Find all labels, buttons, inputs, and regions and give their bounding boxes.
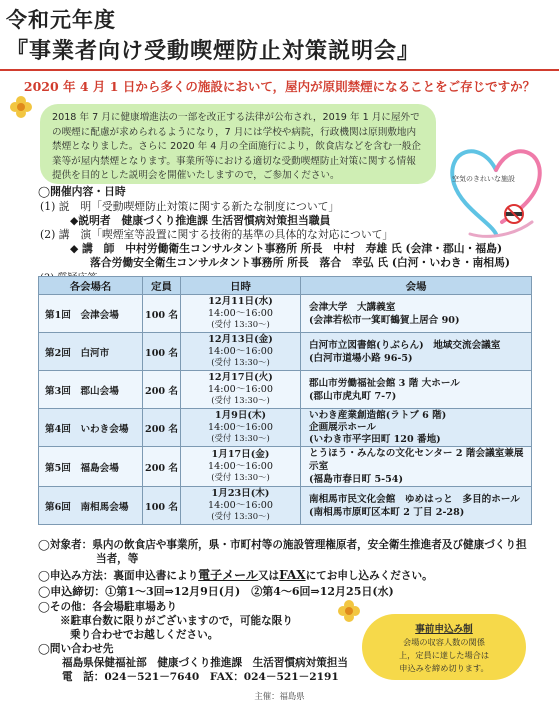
table-row <box>39 295 532 333</box>
table-row <box>39 371 532 409</box>
program-heading: ◯開催内容・日時 <box>38 185 126 198</box>
venue-table <box>38 276 532 525</box>
venue-location: 郡山市労働福祉会館 3 階 大ホール (郡山市虎丸町 7-7) <box>301 371 532 409</box>
venue-location: 白河市立図書館(りぶらん) 地域交流会議室 (白河市道場小路 96-5) <box>301 333 532 371</box>
venue-name: 第4回 いわき会場 <box>39 409 143 447</box>
venue-name: 第2回 白河市 <box>39 333 143 371</box>
program-item-1-speaker: ◆説明者 健康づくり推進課 生活習慣病対策担当職員 <box>70 214 331 227</box>
flower-icon <box>338 600 360 622</box>
header-venue-name: 各会場名 <box>39 277 143 295</box>
title-area <box>0 0 559 78</box>
program-item-2-lecturer-1: ◆ 講 師 中村労働衛生コンサルタント事務所 所長 中村 寿雄 氏 (会津・郡山・福島) <box>70 242 503 255</box>
venue-name: 第5回 福島会場 <box>39 447 143 487</box>
program-item-2: (2) 講 演「喫煙室等設置に関する技術的基準の具体的な対応について」 <box>40 228 394 241</box>
table-row <box>39 409 532 447</box>
table-header-row <box>39 277 532 295</box>
venue-capacity: 100 名 <box>143 333 181 371</box>
pre-registration-line: 申込みを締め切ります。 <box>399 663 489 673</box>
venue-name: 第1回 会津会場 <box>39 295 143 333</box>
page-title: 『事業者向け受動喫煙防止対策説明会』 <box>6 38 421 64</box>
venue-location: 会津大学 大講義室 (会津若松市一箕町鶴賀上居合 90) <box>301 295 532 333</box>
venue-capacity: 200 名 <box>143 409 181 447</box>
application-method: ◯申込み方法：裏面申込書により電子メール又はFAXにてお申し込みください。 <box>38 568 433 582</box>
parking-note-cont: 乗り合わせでお越しください。 <box>70 629 219 641</box>
target-audience: ◯対象者：県内の飲食店や事業所，県・市町村等の施設管理権原者，安全衛生推進者及び健康づくり担 <box>38 539 527 551</box>
venue-location: とうほう・みんなの文化センター 2 階会議室兼展示室 (福島市春日町 5-54) <box>301 447 532 487</box>
venue-datetime: 12月11日(水) 14:00～16:00 (受付 13:30～) <box>181 295 301 333</box>
logo-caption: 空気のきれいな施設 <box>452 175 515 183</box>
header-datetime: 日時 <box>181 277 301 295</box>
notice-banner: 2020 年 4 月 1 日から多くの施設において，屋内が原則禁煙になることをご存じですか？ <box>23 79 536 94</box>
parking-note: ※駐車台数に限りがございますので，可能な限り <box>60 615 293 627</box>
intro-text: 2018 年 7 月に健康増進法の一部を改正する法律が公布され，2019 年 1 月に屋外での喫煙に配慮が求められるようになり，7 月には学校や病院，行政機関は原則敷地内禁煙となりました。さらに 2020 年 4 月の全面施行により，飲食店などを含む一般企業等が屋内禁煙となります。事業所等における適切な受動喫煙防止対策に関する情報提供を目的とした説明会を開催いたしますので，ご参加ください。 <box>40 104 436 184</box>
program-item-2-lecturer-2: 落合労働安全衛生コンサルタント事務所 所長 落合 幸弘 氏 (白河・いわき・南相馬) <box>90 256 511 269</box>
venue-datetime: 12月13日(金) 14:00～16:00 (受付 13:30～) <box>181 333 301 371</box>
program-item-1: (1) 説 明「受動喫煙防止対策に関する新たな制度について」 <box>40 200 340 213</box>
header-capacity: 定員 <box>143 277 181 295</box>
other-info: ◯その他：各会場駐車場あり <box>38 601 177 613</box>
venue-location: いわき産業創造館(ラトブ 6 階) 企画展示ホール (いわき市平字田町 120 番地) <box>301 409 532 447</box>
pre-registration-line: 会場の収容人数の関係 <box>403 637 485 647</box>
contact-department: 福島県保健福祉部 健康づくり推進課 生活習慣病対策担当 <box>62 657 349 669</box>
contact-heading: ◯問い合わせ先 <box>38 643 114 655</box>
table-row <box>39 447 532 487</box>
venue-datetime: 12月17日(火) 14:00～16:00 (受付 13:30～) <box>181 371 301 409</box>
table-row <box>39 487 532 525</box>
venue-capacity: 100 名 <box>143 487 181 525</box>
header-location: 会場 <box>301 277 532 295</box>
no-smoking-heart-logo <box>440 130 552 250</box>
target-audience-cont: 当者，等 <box>96 553 139 565</box>
venue-datetime: 1月17日(金) 14:00～16:00 (受付 13:30～) <box>181 447 301 487</box>
pre-registration-line: 上，定員に達した場合は <box>398 650 490 660</box>
pre-registration-heading: 事前申込み制 <box>415 624 473 635</box>
organizer: 主催：福島県 <box>254 691 305 701</box>
venue-name: 第3回 郡山会場 <box>39 371 143 409</box>
venue-datetime: 1月9日(木) 14:00～16:00 (受付 13:30～) <box>181 409 301 447</box>
title-divider <box>0 69 559 71</box>
venue-location: 南相馬市民文化会館 ゆめはっと 多目的ホール (南相馬市原町区本町 2 丁目 2-28) <box>301 487 532 525</box>
application-deadline: ◯申込締切：①第1～3回⇒12月9日(月) ②第4～6回⇒12月25日(水) <box>38 585 394 598</box>
table-row <box>39 333 532 371</box>
page-title-year: 令和元年度 <box>6 7 116 32</box>
venue-capacity: 200 名 <box>143 447 181 487</box>
venue-capacity: 100 名 <box>143 295 181 333</box>
flower-icon <box>10 96 32 118</box>
venue-capacity: 200 名 <box>143 371 181 409</box>
contact-phone-fax: 電 話：024－521－7640 FAX：024－521－2191 <box>62 671 339 683</box>
pre-registration-notice <box>362 614 526 680</box>
venue-datetime: 1月23日(木) 14:00～16:00 (受付 13:30～) <box>181 487 301 525</box>
venue-name: 第6回 南相馬会場 <box>39 487 143 525</box>
